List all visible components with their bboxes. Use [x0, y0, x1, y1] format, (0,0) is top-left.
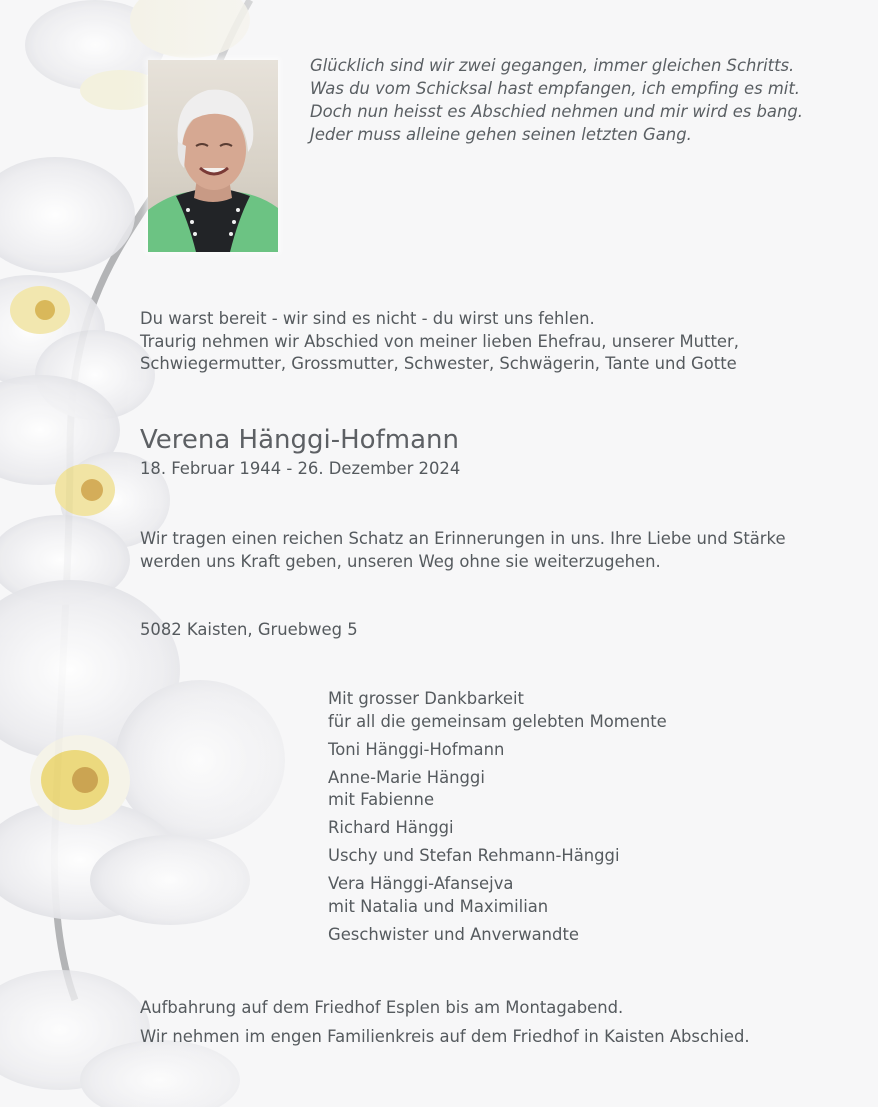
family-entry-dedication	[328, 688, 667, 733]
intro-text	[140, 308, 739, 376]
family-entry	[328, 845, 667, 868]
family-line: Richard Hänggi	[328, 818, 454, 837]
poem-line: Jeder muss alleine gehen seinen letzten Gang.	[310, 125, 692, 144]
mourning-address: 5082 Kaisten, Gruebweg 5	[140, 620, 358, 639]
memory-text	[140, 527, 786, 573]
family-line: Anne-Marie Hänggi	[328, 767, 485, 787]
deceased-name: Verena Hänggi-Hofmann	[140, 425, 459, 455]
family-entry	[328, 767, 667, 812]
poem-line: Was du vom Schicksal hast empfangen, ich empfing es mit.	[310, 79, 800, 98]
family-entry	[328, 873, 667, 918]
family-entry	[328, 924, 667, 947]
family-line: für all die gemeinsam gelebten Momente	[328, 711, 667, 731]
family-line: Geschwister und Anverwandte	[328, 924, 579, 944]
family-line: mit Fabienne	[328, 790, 435, 809]
memory-line: werden uns Kraft geben, unseren Weg ohne sie weiterzugehen.	[140, 552, 661, 571]
family-line: mit Natalia und Maximilian	[328, 896, 549, 916]
memory-line: Wir tragen einen reichen Schatz an Erinnerungen in uns. Ihre Liebe und Stärke	[140, 529, 786, 548]
poem-line: Doch nun heisst es Abschied nehmen und mir wird es bang.	[310, 102, 803, 121]
intro-line: Schwiegermutter, Grossmutter, Schwester, Schwägerin, Tante und Gotte	[140, 354, 737, 373]
closing-text	[140, 994, 750, 1051]
closing-line: Wir nehmen im engen Familienkreis auf dem Friedhof in Kaisten Abschied.	[140, 1026, 750, 1046]
family-list	[328, 688, 667, 952]
intro-line: Du warst bereit - wir sind es nicht - du wirst uns fehlen.	[140, 309, 595, 328]
family-line: Toni Hänggi-Hofmann	[328, 739, 505, 759]
poem-line: Glücklich sind wir zwei gegangen, immer gleichen Schritts.	[310, 56, 795, 75]
life-dates: 18. Februar 1944 - 26. Dezember 2024	[140, 459, 461, 478]
family-line: Uschy und Stefan Rehmann-Hänggi	[328, 846, 620, 865]
closing-line: Aufbahrung auf dem Friedhof Esplen bis am Montagabend.	[140, 998, 624, 1017]
family-line: Mit grosser Dankbarkeit	[328, 689, 524, 708]
family-entry	[328, 817, 667, 840]
family-entry	[328, 739, 667, 762]
portrait-photo	[148, 60, 278, 252]
poem	[310, 54, 803, 146]
intro-line: Traurig nehmen wir Abschied von meiner lieben Ehefrau, unserer Mutter,	[140, 331, 739, 351]
family-line: Vera Hänggi-Afansejva	[328, 874, 514, 893]
